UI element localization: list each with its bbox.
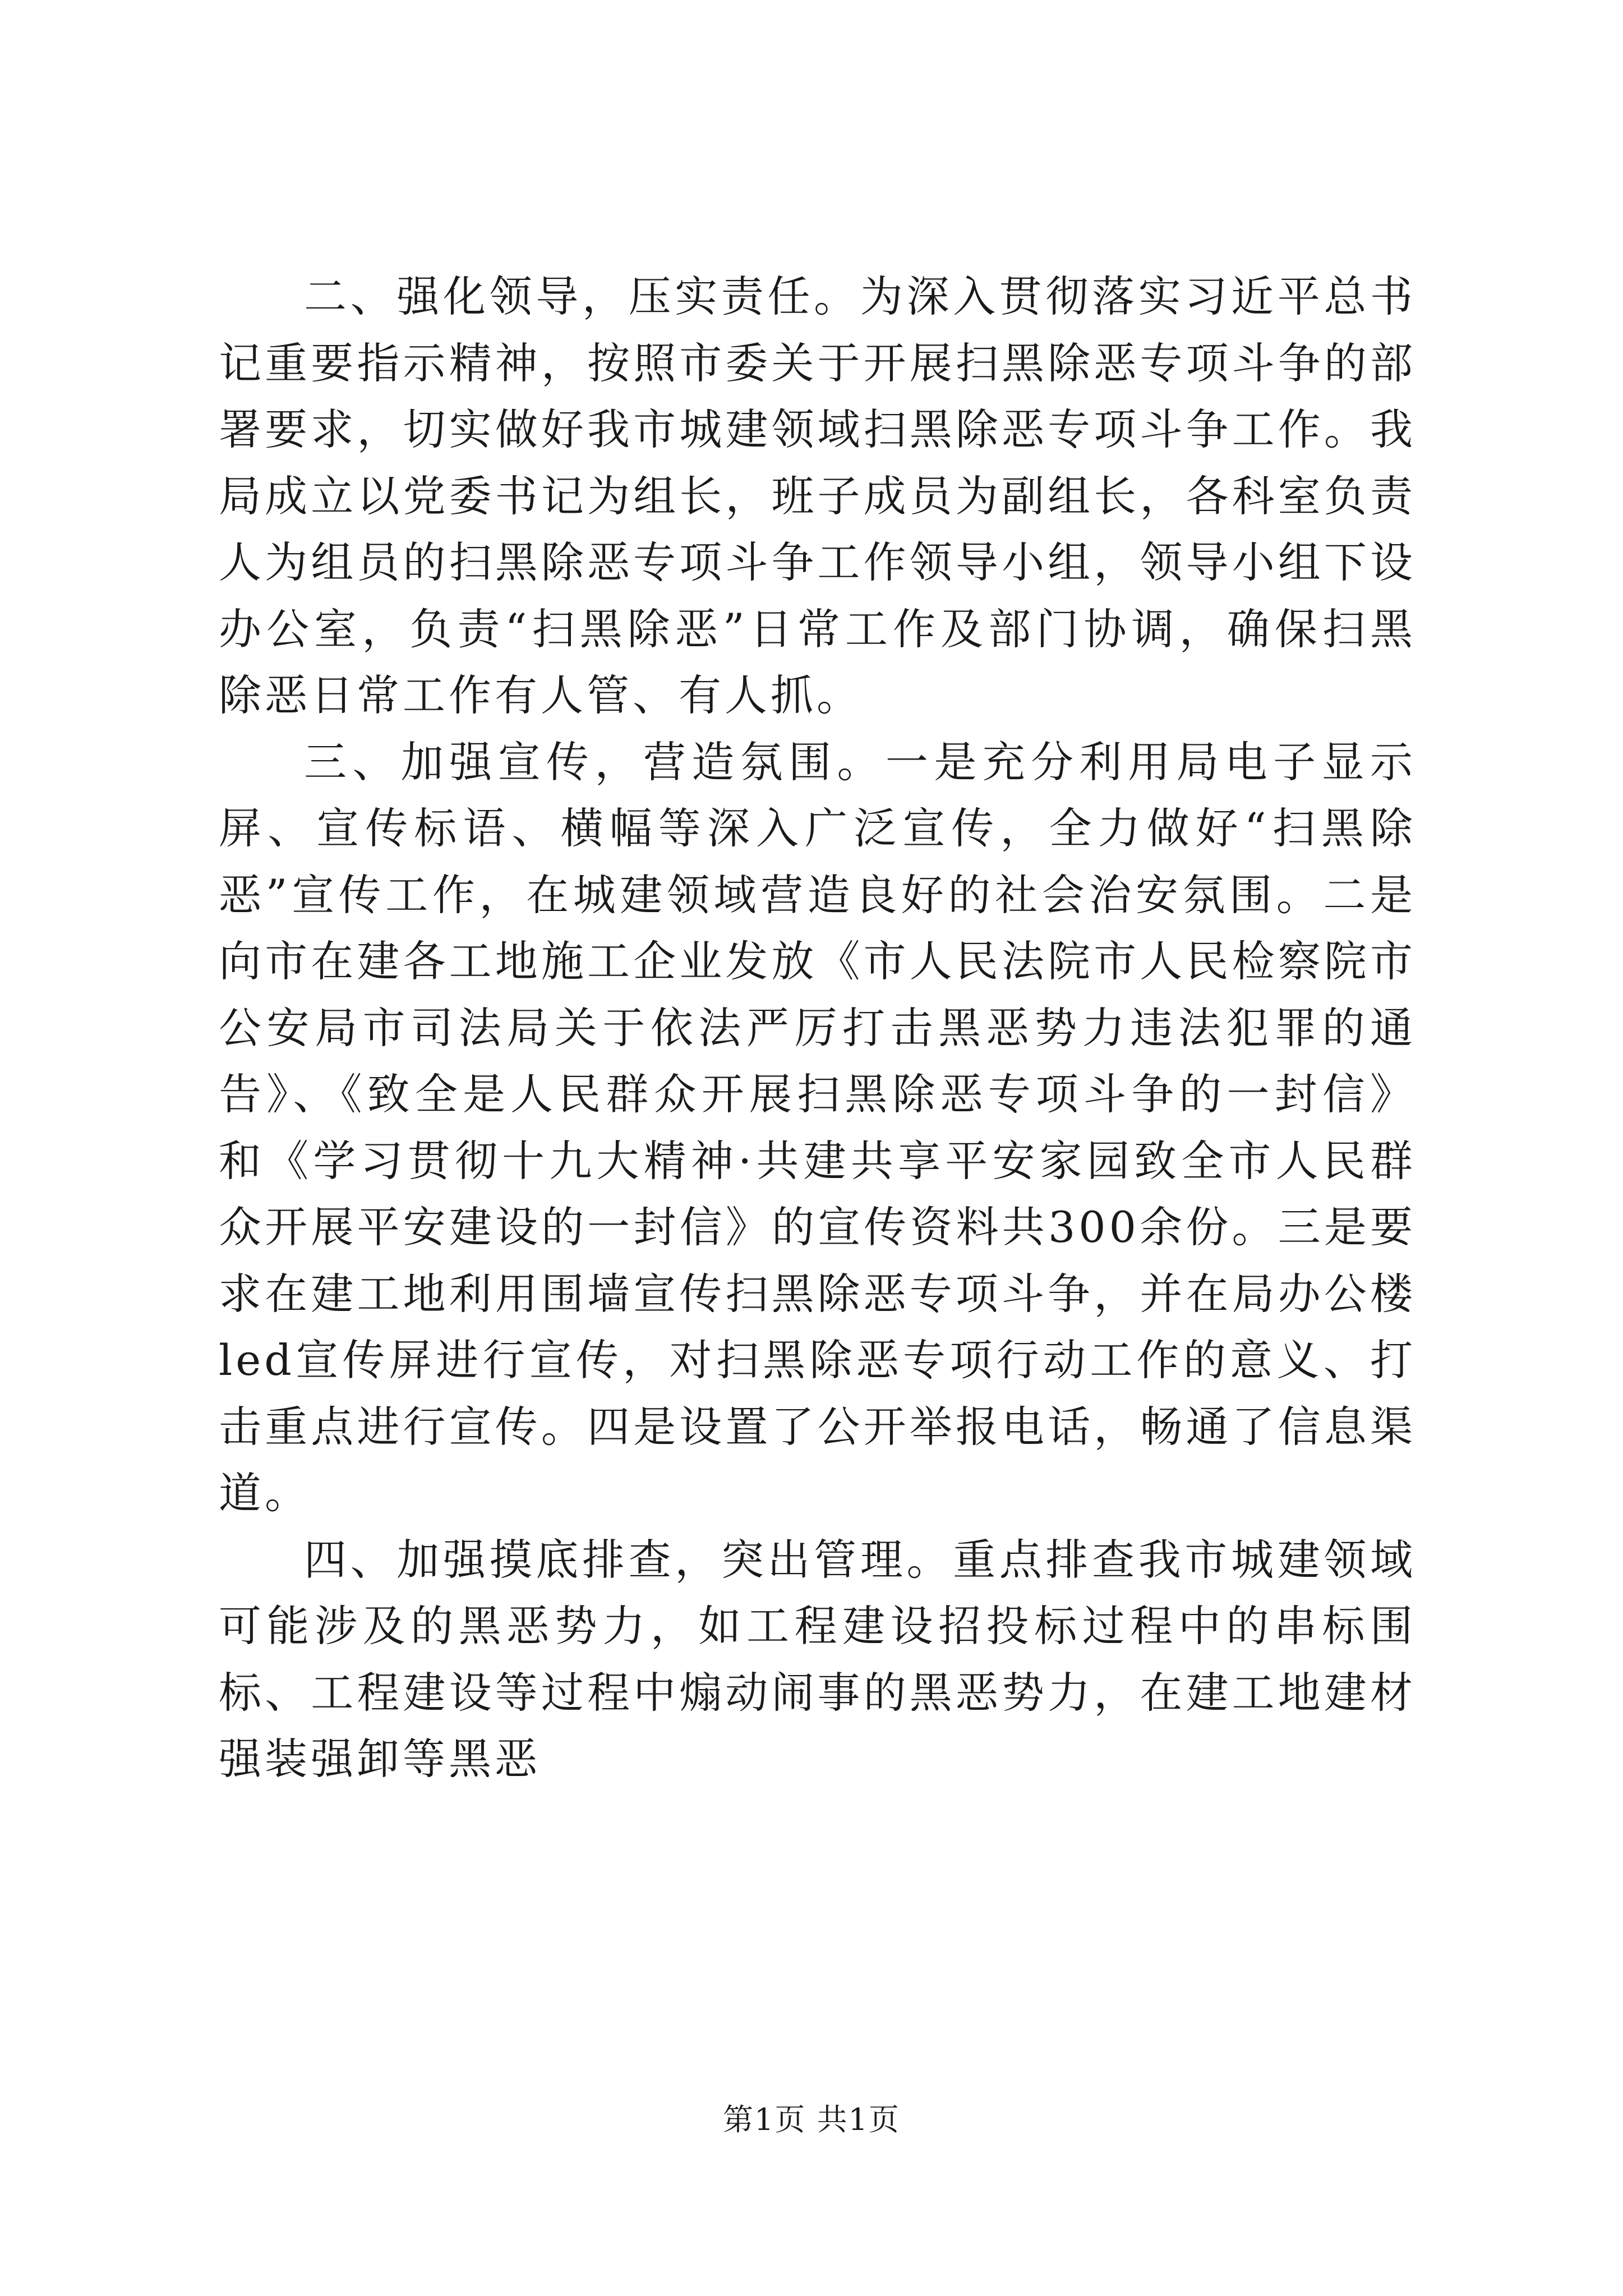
paragraph-3: 三、加强宣传，营造氛围。一是充分利用局电子显示屏、宣传标语、横幅等深入广泛宣传，全力做好“扫黑除恶”宣传工作，在城建领域营造良好的社会治安氛围。二是向市在建各工地施工企业发放《市人民法院市人民检察院市公安局市司法局关于依法严厉打击黑恶势力违法犯罪的通告》、《致全是人民群众开展扫黑除恶专项斗争的一封信》和《学习贯彻十九大精神·共建共享平安家园致全市人民群众开展平安建设的一封信》的宣传资料共300余份。三是要求在建工地利用围墙宣传扫黑除恶专项斗争，并在局办公楼led宣传屏进行宣传，对扫黑除恶专项行动工作的意义、打击重点进行宣传。四是设置了公开举报电话，畅通了信息渠道。: [219, 737, 1416, 1518]
paragraph-2: 二、强化领导，压实责任。为深入贯彻落实习近平总书记重要指示精神，按照市委关于开展扫黑除恶专项斗争的部署要求，切实做好我市城建领域扫黑除恶专项斗争工作。我局成立以党委书记为组长，班子成员为副组长，各科室负责人为组员的扫黑除恶专项斗争工作领导小组，领导小组下设办公室，负责“扫黑除恶”日常工作及部门协调，确保扫黑除恶日常工作有人管、有人抓。: [219, 272, 1416, 720]
page-number-footer: 第1页 共1页: [723, 2102, 900, 2137]
paragraph-4: 四、加强摸底排查，突出管理。重点排查我市城建领域可能涉及的黑恶势力，如工程建设招投标过程中的串标围标、工程建设等过程中煽动闹事的黑恶势力，在建工地建材强装强卸等黑恶: [219, 1534, 1416, 1784]
document-body: [219, 264, 1416, 1793]
